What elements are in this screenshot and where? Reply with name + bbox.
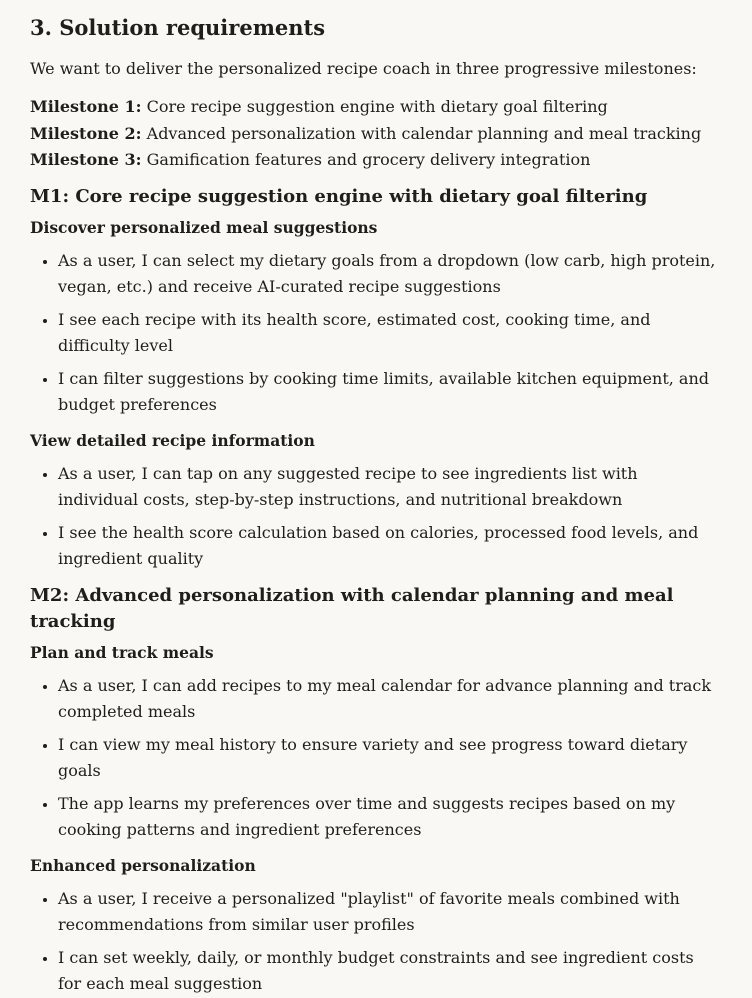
list-item: • The app learns my preferences over time and suggests recipes based on my cooking patterns and ingredient preferences — [58, 791, 722, 844]
milestone-2 — [30, 121, 722, 148]
milestone-text: Advanced personalization with calendar planning and meal tracking — [141, 123, 702, 143]
bullet-list — [30, 461, 722, 573]
intro-paragraph: We want to deliver the personalized recipe coach in three progressive milestones: — [30, 59, 697, 78]
milestone-text: Core recipe suggestion engine with dietary goal filtering — [141, 97, 608, 116]
milestone-list — [30, 94, 722, 174]
list-item: • As a user, I can add recipes to my meal calendar for advance planning and track completed meals — [58, 673, 722, 726]
subsection-heading-enhanced: Enhanced personalization — [30, 855, 256, 875]
subsection-heading-discover: Discover personalized meal suggestions — [30, 217, 378, 237]
milestone-3 — [30, 147, 722, 174]
bullet-list — [30, 248, 722, 419]
bullet-list — [30, 673, 722, 844]
milestone-text: Gamification features and grocery delivery integration — [141, 150, 591, 169]
list-item: • As a user, I can select my dietary goals from a dropdown (low carb, high protein, vegan, etc.) and receive AI-curated recipe suggestions — [58, 248, 722, 301]
list-item: • I see each recipe with its health score, estimated cost, cooking time, and difficulty level — [58, 307, 722, 360]
list-item: • I see the health score calculation based on calories, processed food levels, and ingredient quality — [58, 520, 722, 573]
list-item: • I can view my meal history to ensure variety and see progress toward dietary goals — [58, 732, 722, 785]
list-item: • As a user, I can tap on any suggested recipe to see ingredients list with individual costs, step-by-step instructions, and nutritional breakdown — [58, 461, 722, 514]
milestone-label: Milestone 1: — [30, 97, 142, 116]
milestone-1 — [30, 94, 722, 121]
milestone-label: Milestone 3: — [30, 150, 142, 169]
bullet-list — [30, 886, 722, 998]
subsection-heading-recipe-info: View detailed recipe information — [30, 430, 315, 450]
m1-heading: M1: Core recipe suggestion engine with dietary goal filtering — [30, 185, 648, 207]
list-item: • I can set weekly, daily, or monthly budget constraints and see ingredient costs for each meal suggestion — [58, 945, 722, 998]
list-item: • As a user, I receive a personalized "playlist" of favorite meals combined with recommendations from similar user profiles — [58, 886, 722, 939]
section-heading: 3. Solution requirements — [30, 15, 326, 40]
m2-heading: M2: Advanced personalization with calendar planning and meal tracking — [30, 584, 674, 632]
list-item: • I can filter suggestions by cooking time limits, available kitchen equipment, and budget preferences — [58, 366, 722, 419]
subsection-heading-plan-track: Plan and track meals — [30, 642, 214, 662]
milestone-label: Milestone 2: — [30, 123, 142, 143]
